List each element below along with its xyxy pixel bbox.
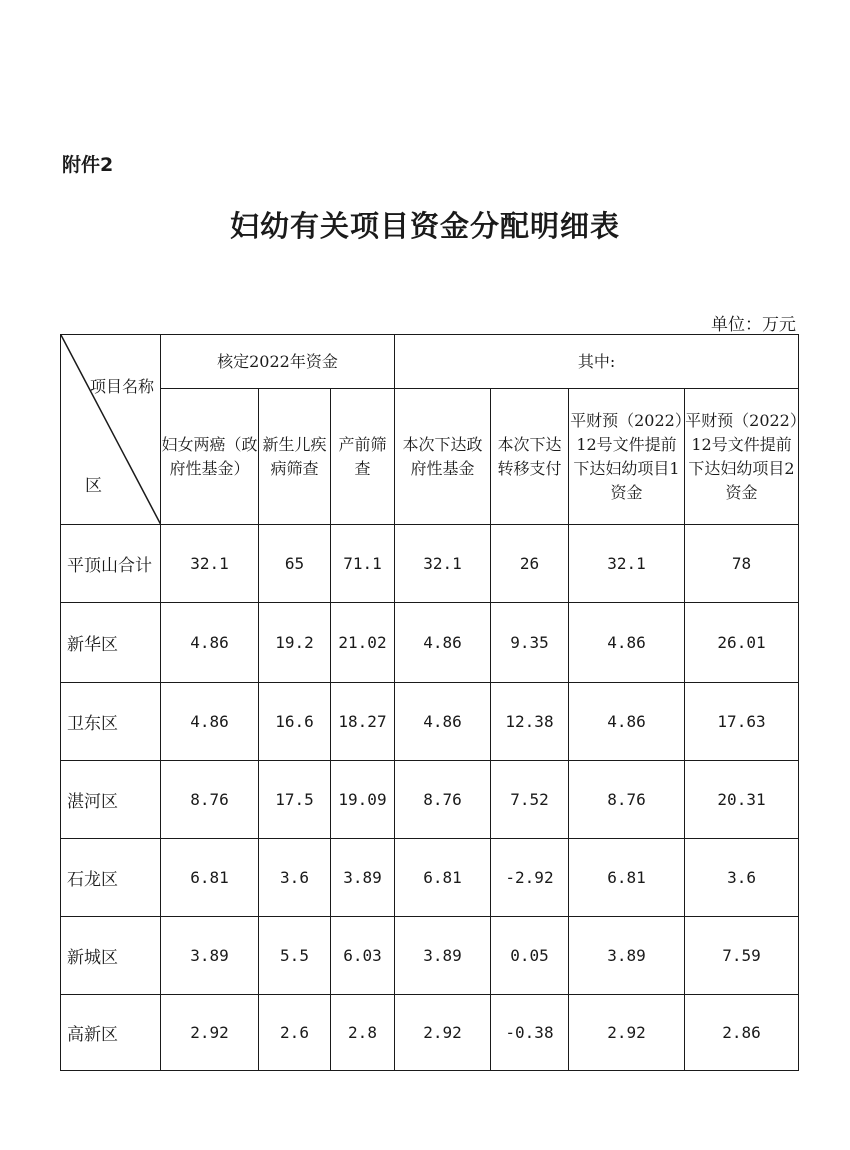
group-header-of-which: 其中: [395,335,799,389]
district-name-cell: 湛河区 [61,761,161,839]
value-cell: 65 [259,525,331,603]
value-cell: 4.86 [569,603,685,683]
value-cell: 2.86 [685,995,799,1071]
value-cell: 17.5 [259,761,331,839]
value-cell: 8.76 [161,761,259,839]
column-header: 平财预（2022）12号文件提前下达妇幼项目1资金 [569,389,685,525]
unit-label: 单位：万元 [711,315,796,335]
value-cell: 21.02 [331,603,395,683]
value-cell: 9.35 [491,603,569,683]
value-cell: 2.92 [161,995,259,1071]
value-cell: 3.89 [161,917,259,995]
district-name-cell: 新华区 [61,603,161,683]
value-cell: 4.86 [161,683,259,761]
attachment-label: 附件2 [62,154,114,176]
table-row [61,603,799,683]
value-cell: 6.03 [331,917,395,995]
table-row [61,525,799,603]
value-cell: 6.81 [161,839,259,917]
corner-diagonal-line [61,335,161,525]
column-header: 本次下达转移支付 [491,389,569,525]
value-cell: 2.8 [331,995,395,1071]
value-cell: 6.81 [569,839,685,917]
value-cell: 78 [685,525,799,603]
value-cell: 6.81 [395,839,491,917]
table-row [61,839,799,917]
value-cell: 12.38 [491,683,569,761]
group-header-approved: 核定2022年资金 [161,335,395,389]
column-header: 平财预（2022）12号文件提前下达妇幼项目2资金 [685,389,799,525]
column-header: 新生儿疾病筛查 [259,389,331,525]
value-cell: 4.86 [395,683,491,761]
column-header: 产前筛查 [331,389,395,525]
corner-label-district: 区 [85,476,102,496]
district-name-cell: 新城区 [61,917,161,995]
table-row [61,761,799,839]
value-cell: 3.89 [569,917,685,995]
document-title: 妇幼有关项目资金分配明细表 [229,209,620,243]
table-row [61,995,799,1071]
value-cell: 2.6 [259,995,331,1071]
column-header: 妇女两癌（政府性基金） [161,389,259,525]
table-row [61,917,799,995]
value-cell: 19.2 [259,603,331,683]
corner-header-cell [61,335,161,525]
value-cell: 8.76 [395,761,491,839]
value-cell: 17.63 [685,683,799,761]
table-body [61,525,799,1071]
value-cell: 16.6 [259,683,331,761]
value-cell: 3.89 [395,917,491,995]
value-cell: 32.1 [161,525,259,603]
value-cell: 18.27 [331,683,395,761]
value-cell: 32.1 [569,525,685,603]
value-cell: -2.92 [491,839,569,917]
value-cell: 4.86 [161,603,259,683]
value-cell: 3.89 [331,839,395,917]
table-row [61,683,799,761]
value-cell: 8.76 [569,761,685,839]
value-cell: 20.31 [685,761,799,839]
value-cell: 19.09 [331,761,395,839]
value-cell: 3.6 [259,839,331,917]
value-cell: 7.59 [685,917,799,995]
value-cell: -0.38 [491,995,569,1071]
value-cell: 7.52 [491,761,569,839]
district-name-cell: 平顶山合计 [61,525,161,603]
district-name-cell: 卫东区 [61,683,161,761]
column-header: 本次下达政府性基金 [395,389,491,525]
value-cell: 4.86 [569,683,685,761]
value-cell: 2.92 [395,995,491,1071]
value-cell: 71.1 [331,525,395,603]
district-name-cell: 石龙区 [61,839,161,917]
corner-label-item-name: 项目名称 [89,377,154,396]
value-cell: 3.6 [685,839,799,917]
value-cell: 2.92 [569,995,685,1071]
value-cell: 26.01 [685,603,799,683]
value-cell: 4.86 [395,603,491,683]
value-cell: 32.1 [395,525,491,603]
value-cell: 26 [491,525,569,603]
district-name-cell: 高新区 [61,995,161,1071]
value-cell: 0.05 [491,917,569,995]
allocation-table [60,334,799,1071]
value-cell: 5.5 [259,917,331,995]
